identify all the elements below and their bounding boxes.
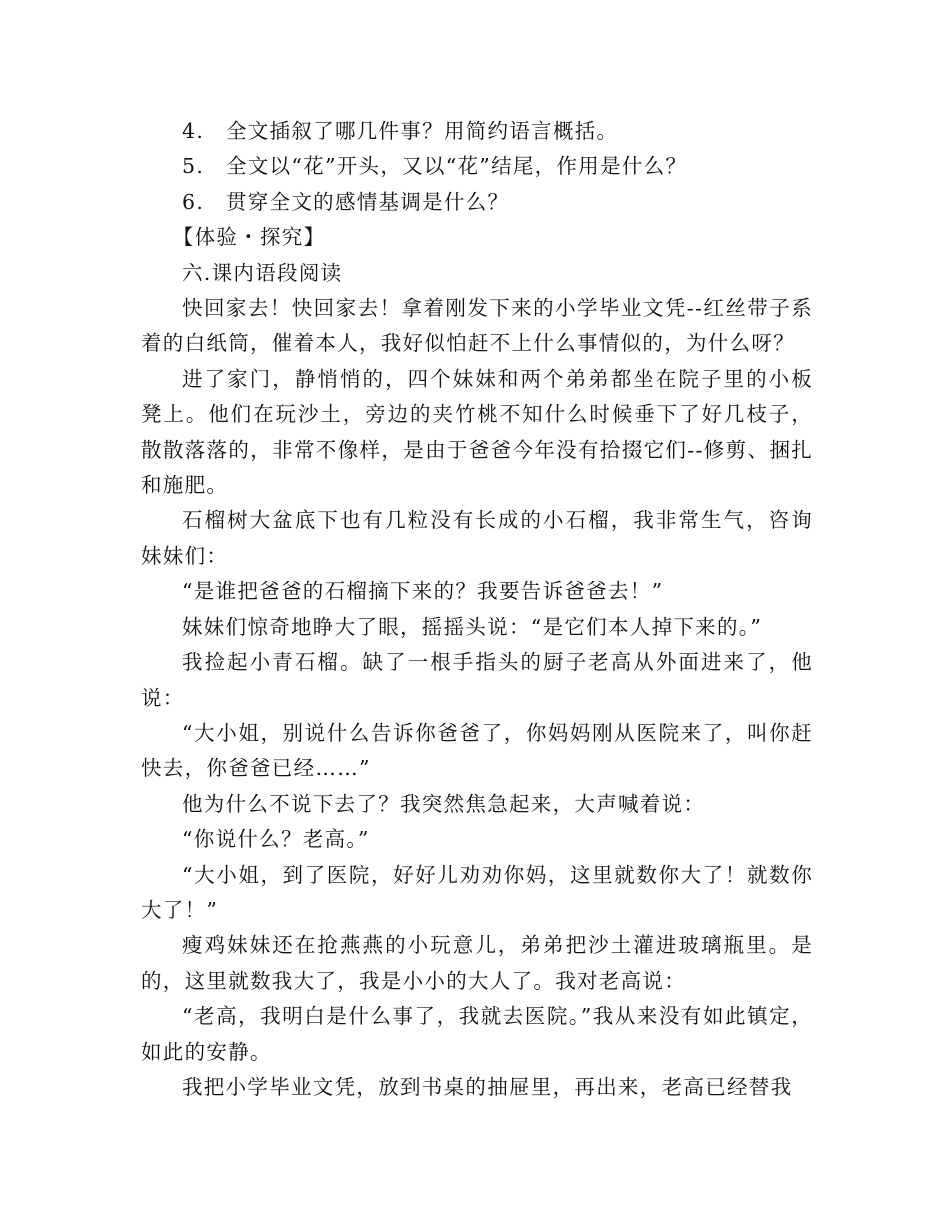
paragraph: 我把小学毕业文凭，放到书桌的抽屉里，再出来，老高已经替我 [182, 1074, 793, 1099]
paragraph: 妹妹们惊奇地睁大了眼，摇摇头说：“是它们本人掉下来的。” [182, 614, 763, 639]
paragraph: 我捡起小青石榴。缺了一根手指头的厨子老高从外面进来了，他说： [141, 650, 813, 710]
paragraph: 他为什么不说下去了？我突然焦急起来，大声喊着说： [182, 791, 706, 816]
question-item: 5. 全文以“花”开头，又以“花”结尾，作用是什么？ [182, 154, 688, 179]
document-body [141, 114, 813, 1105]
paragraph: “老高，我明白是什么事了，我就去医院。”我从来没有如此镇定，如此的安静。 [141, 1004, 813, 1064]
question-item: 6. 贯穿全文的感情基调是什么？ [182, 189, 510, 214]
paragraph: 快回家去！快回家去！拿着刚发下来的小学毕业文凭--红丝带子系着的白纸筒，催着本人，我好似怕赶不上什么事情似的，为什么呀？ [141, 296, 813, 356]
section-title: 六.课内语段阅读 [182, 260, 343, 285]
paragraph: 进了家门，静悄悄的，四个妹妹和两个弟弟都坐在院子里的小板凳上。他们在玩沙土，旁边的夹竹桃不知什么时候垂下了好几枝子，散散落落的，非常不像样，是由于爸爸今年没有拾掇它们--修剪、捆扎和施肥。 [141, 366, 813, 498]
paragraph: “大小姐，到了医院，好好儿劝劝你妈，这里就数你大了！就数你大了！” [141, 862, 813, 922]
paragraph: 瘦鸡妹妹还在抢燕燕的小玩意儿，弟弟把沙土灌进玻璃瓶里。是的，这里就数我大了，我是小小的大人了。我对老高说： [141, 933, 813, 993]
paragraph: “大小姐，别说什么告诉你爸爸了，你妈妈刚从医院来了，叫你赶快去，你爸爸已经……” [141, 720, 813, 781]
paragraph: “是谁把爸爸的石榴摘下来的？我要告诉爸爸去！” [182, 579, 664, 604]
paragraph: “你说什么？老高。” [182, 827, 370, 852]
paragraph: 石榴树大盆底下也有几粒没有长成的小石榴，我非常生气，咨询妹妹们： [141, 508, 813, 568]
question-item: 4. 全文插叙了哪几件事？用简约语言概括。 [182, 119, 619, 143]
section-label: 【体验・探究】 [172, 225, 326, 250]
